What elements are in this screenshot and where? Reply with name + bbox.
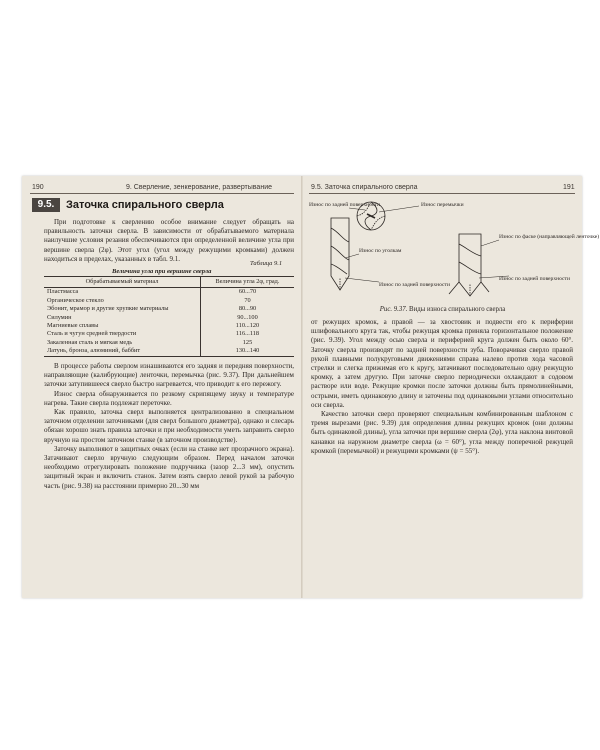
header-rule-right <box>309 193 575 194</box>
label-wear-margin: Износ по фаске (направляющей ленточке) <box>499 234 600 240</box>
paragraph: от режущих кромок, а правой — за хвостовик и подвести его к периферии шлифовального круга так, чтобы режущая кромка приняла горизонтальное положение (рис. 9.39). Угол между осью сверла и периферией круга должен быть около 60°. Заточку сверла производят по задней поверхности зуба. Поворачивая сверло правой рукой плавными полукруговыми движениями справа налево против хода часовой стрелки и слегка прижимая его к кругу, затачивают последовательно одну режущую кромку, а затем другую. При заточке сверло периодически охлаждают в содовом растворе или воде. Режущие кромки после заточки должны быть прямолинейными, острыми, иметь одинаковую длину и заточены под одинаковыми углами относительно оси сверла. <box>311 318 573 409</box>
table-cell: 110...120 <box>201 322 295 330</box>
table-cell: Силумин <box>47 313 72 321</box>
paragraph: При подготовке к сверлению особое внимание следует обращать на правильность заточки сверла. В зависимости от обрабатываемого материала наилучшие условия резания обеспечиваются при определенной величине угла при вершине сверла (2φ). Этот угол (угол между режущими кромками) должен находиться в пределах, указанных в табл. 9.1. <box>44 218 294 263</box>
page-number-left: 190 <box>32 184 44 191</box>
right-page <box>303 176 600 598</box>
paragraph: Качество заточки сверл проверяют специальным комбинированным шаблоном с тремя вырезами (рис. 9.39) для определения длины режущих кромок (они должны быть одинаковой длины), угла заточки при вершине сверла (2φ), угла наклона винтовой канавки на наружном диаметре сверла (ω = 60°), угла между поперечной режущей кромкой (перемычкой) и режущими кромками (ψ = 55°). <box>311 410 573 455</box>
drill-side-view-right <box>449 234 489 296</box>
table-cell: Латунь, бронза, алюминий, баббит <box>44 347 201 356</box>
label-wear-back-3: Износ по задней поверхности <box>499 276 570 282</box>
table-header-cell: Обрабатываемый материал <box>44 277 201 288</box>
paragraph: В процессе работы сверлом изнашиваются его задняя и передняя поверхности, направляющие (калибрующие) ленточки, перемычка (рис. 9.37). При дальнейшем заточки затупившееся сверло быстро нагревается, что приводит к его пережогу. <box>44 362 294 389</box>
table-title: Величина угла при вершине сверла <box>112 268 212 275</box>
table-row <box>44 297 294 305</box>
right-body <box>311 318 573 456</box>
section-number: 9.5. <box>32 198 60 212</box>
running-head-left: 9. Сверление, зенкерование, развертывание <box>126 184 272 191</box>
table-row <box>44 339 294 347</box>
table-row <box>44 322 294 330</box>
table-cell: 125 <box>201 339 295 347</box>
label-wear-corners: Износ по уголкам <box>359 248 402 254</box>
label-wear-web: Износ перемычки <box>421 202 464 208</box>
left-body <box>44 362 294 491</box>
table-cell: Пластмасса <box>47 288 79 296</box>
paragraph: Заточку выполняют в защитных очках (если на станке нет прозрачного экрана). Затачивают сверло вручную следующим образом. Перед началом заточки необходимо отрегулировать положение подручника (зазор 2...3 мм), опустить защитный экран и включить станок. Затем взять сверло левой рукой за рабочую часть (рис. 9.38) на расстоянии примерно 20...30 мм <box>44 444 294 490</box>
left-intro <box>44 218 294 264</box>
label-leaders <box>345 206 509 282</box>
paragraph: Как правило, заточка сверл выполняется централизованно в специальном заточном отделении заточниками (для сверл большого диаметра), однако и слесарь обязан хорошо знать правила заточки и при необходимости уметь заправить сверло вручную на простом заточном станке (в заточном производстве). <box>44 408 294 444</box>
drill-side-view-left <box>331 218 349 290</box>
label-wear-back-2: Износ по задней поверхности <box>379 282 450 288</box>
table-cell: 130...140 <box>201 347 295 356</box>
table-cell: Сталь и чугун средней твердости <box>47 330 137 338</box>
table-row <box>44 330 294 338</box>
angle-table <box>44 276 294 357</box>
table-cell: Эбонит, мрамор и другие хрупкие материалы <box>47 305 169 313</box>
label-wear-back: Износ по задней поверхности <box>309 202 380 208</box>
running-head-right: 9.5. Заточка спирального сверла <box>311 184 418 191</box>
table-header-cell: Величина угла 2φ, град. <box>201 277 295 288</box>
figure-caption <box>303 306 582 313</box>
table-header-row <box>44 277 294 288</box>
section-title: Заточка спирального сверла <box>66 199 224 211</box>
figure-caption-label: Рис. 9.37. <box>379 306 408 313</box>
table-caption: Таблица 9.1 <box>250 260 283 267</box>
table-row <box>44 347 294 356</box>
table-cell: Органическое стекло <box>47 296 104 304</box>
header-rule-left <box>30 193 294 194</box>
table-cell: 80...90 <box>201 305 295 313</box>
table-row <box>44 288 294 297</box>
table-cell: 60...70 <box>201 288 295 297</box>
table-row <box>44 314 294 322</box>
drill-wear-figure <box>309 198 600 302</box>
table-row <box>44 305 294 313</box>
table-cell: 90...100 <box>201 314 295 322</box>
page-number-right: 191 <box>563 184 575 191</box>
table-cell: 116...118 <box>201 330 295 338</box>
left-page <box>22 176 301 598</box>
figure-caption-text: Виды износа спирального сверла <box>409 306 506 313</box>
book-spread <box>22 176 600 598</box>
table-cell: Магниевые сплавы <box>47 322 99 330</box>
table-cell: 70 <box>201 297 295 305</box>
paragraph: Износ сверла обнаруживается по резкому скрипящему звуку и температуре нагрева. Такие сверла подлежат переточке. <box>44 389 294 407</box>
table-cell: Закаленная сталь и мягкая медь <box>47 338 133 346</box>
